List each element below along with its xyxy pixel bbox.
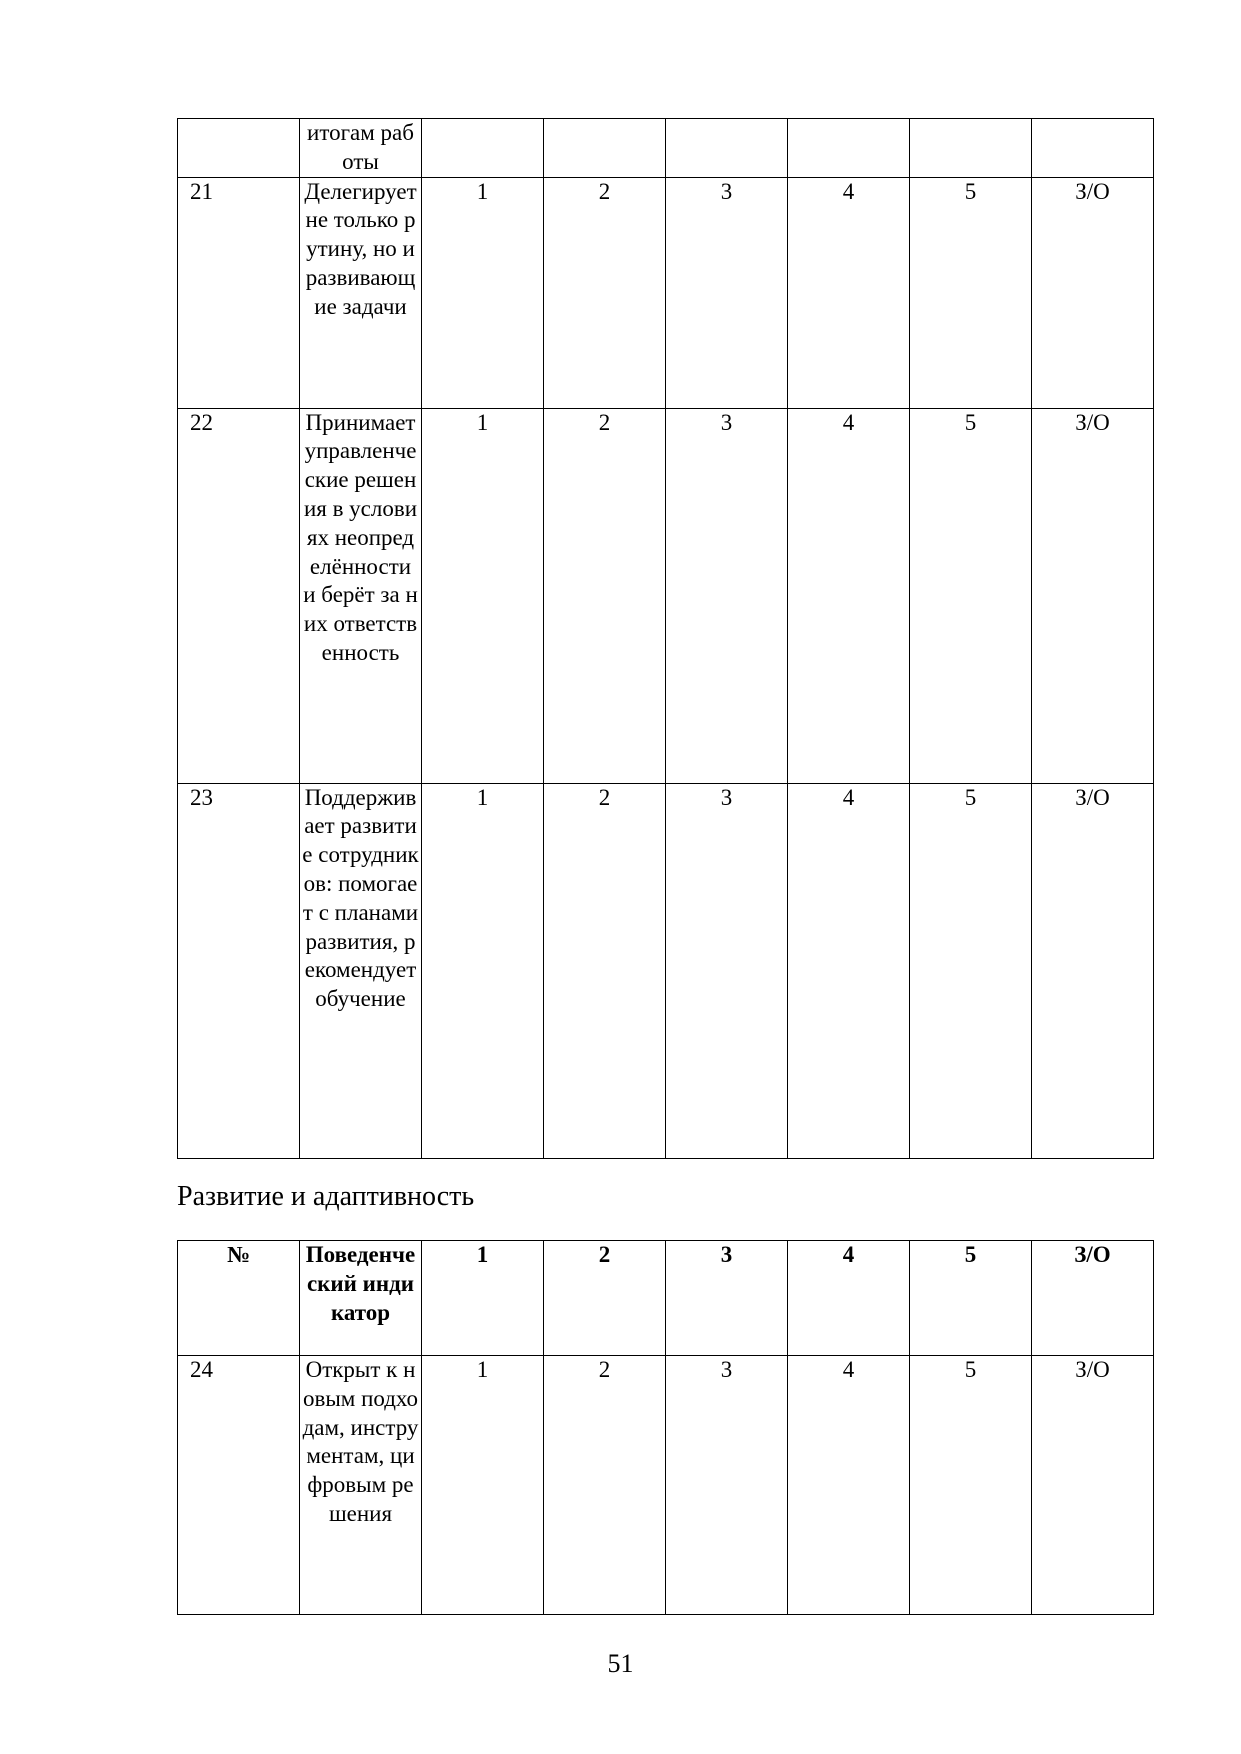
score-cell: 5 (910, 177, 1032, 408)
row-number: 24 (178, 1356, 300, 1615)
score-cell: 3 (666, 408, 788, 783)
score-cell (544, 119, 666, 178)
score-cell: 1 (422, 1356, 544, 1615)
score-cell: 3 (666, 1356, 788, 1615)
column-header-score: 3 (666, 1241, 788, 1356)
development-adaptability-table (177, 1240, 1154, 1615)
score-cell (666, 119, 788, 178)
table-row (178, 1356, 1154, 1615)
row-number: 22 (178, 408, 300, 783)
section-title: Развитие и адаптивность (177, 1181, 475, 1212)
column-header-score: 4 (788, 1241, 910, 1356)
score-cell: 3 (666, 783, 788, 1158)
score-cell: З/О (1032, 783, 1154, 1158)
assessment-table-continued (177, 118, 1154, 1159)
row-number: 21 (178, 177, 300, 408)
indicator-cell: Делегирует не только рутину, но и развивающие задачи (300, 177, 422, 408)
indicator-cell: итогам работы (300, 119, 422, 178)
score-cell: 4 (788, 408, 910, 783)
score-cell: 5 (910, 408, 1032, 783)
score-cell: 1 (422, 177, 544, 408)
score-cell (1032, 119, 1154, 178)
score-cell: 1 (422, 783, 544, 1158)
score-cell: 4 (788, 177, 910, 408)
score-cell (910, 119, 1032, 178)
score-cell: З/О (1032, 177, 1154, 408)
score-cell: 5 (910, 1356, 1032, 1615)
score-cell: 2 (544, 408, 666, 783)
table-row (178, 177, 1154, 408)
score-cell: З/О (1032, 1356, 1154, 1615)
column-header-score: 1 (422, 1241, 544, 1356)
score-cell: 4 (788, 1356, 910, 1615)
row-number (178, 119, 300, 178)
score-cell (422, 119, 544, 178)
table-row (178, 119, 1154, 178)
score-cell: 3 (666, 177, 788, 408)
score-cell: 5 (910, 783, 1032, 1158)
page-number: 51 (607, 1649, 634, 1678)
column-header-indicator: Поведенческий индикатор (300, 1241, 422, 1356)
score-cell: 2 (544, 1356, 666, 1615)
indicator-cell: Открыт к новым подходам, инструментам, цифровым решения (300, 1356, 422, 1615)
row-number: 23 (178, 783, 300, 1158)
column-header-score: 5 (910, 1241, 1032, 1356)
score-cell: 4 (788, 783, 910, 1158)
indicator-cell: Принимает управленческие решения в условиях неопределённости и берёт за них ответственность (300, 408, 422, 783)
column-header-number: № (178, 1241, 300, 1356)
column-header-no-opinion: З/О (1032, 1241, 1154, 1356)
table-header-row (178, 1241, 1154, 1356)
table-row (178, 783, 1154, 1158)
score-cell: З/О (1032, 408, 1154, 783)
table-row (178, 408, 1154, 783)
score-cell: 2 (544, 177, 666, 408)
indicator-cell: Поддерживает развитие сотрудников: помогает с планами развития, рекомендует обучение (300, 783, 422, 1158)
score-cell: 2 (544, 783, 666, 1158)
score-cell: 1 (422, 408, 544, 783)
score-cell (788, 119, 910, 178)
column-header-score: 2 (544, 1241, 666, 1356)
